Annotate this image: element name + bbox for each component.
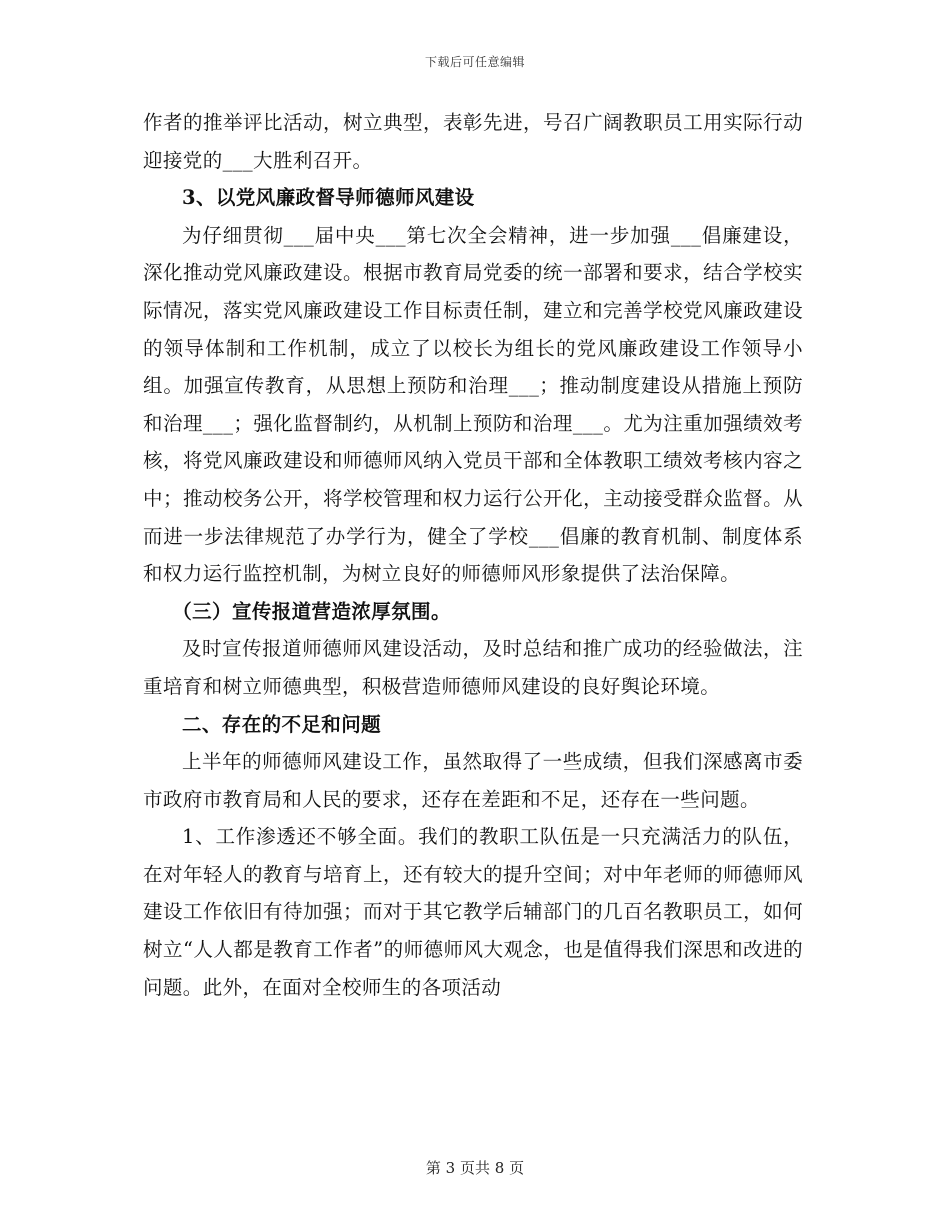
page-footer: 第 3 页共 8 页: [425, 1159, 525, 1177]
document-body: [143, 104, 803, 1006]
section-heading-problems: 二、存在的不足和问题: [182, 712, 382, 736]
section-heading-publicity: （三）宣传报道营造浓厚氛围。: [172, 599, 451, 623]
paragraph-continued: 作者的推举评比活动，树立典型，表彰先进，号召广阔教职员工用实际行动迎接党的___大胜利召开。: [143, 111, 803, 172]
section-heading-3: 3、以党风廉政督导师德师风建设: [182, 186, 475, 210]
paragraph-party-conduct: 为仔细贯彻___届中央___第七次全会精神，进一步加强___倡廉建设，深化推动党风廉政建设。根据市教育局党委的统一部署和要求，结合学校实际情况，落实党风廉政建设工作目标责任制，建立和完善学校党风廉政建设的领导体制和工作机制，成立了以校长为组长的党风廉政建设工作领导小组。加强宣传教育，从思想上预防和治理___；推动制度建设从措施上预防和治理___；强化监督制约，从机制上预防和治理___。尤为注重加强绩效考核，将党风廉政建设和师德师风纳入党员干部和全体教职工绩效考核内容之中；推动校务公开，将学校管理和权力运行公开化，主动接受群众监督。从而进一步法律规范了办学行为，健全了学校___倡廉的教育机制、制度体系和权力运行监控机制，为树立良好的师德师风形象提供了法治保障。: [143, 223, 803, 586]
page-header: 下载后可任意编辑: [424, 55, 525, 69]
paragraph-problems-intro: 上半年的师德师风建设工作，虽然取得了一些成绩，但我们深感离市委市政府市教育局和人民的要求，还存在差距和不足，还存在一些问题。: [143, 750, 803, 811]
paragraph-problem-1: 1、工作渗透还不够全面。我们的教职工队伍是一只充满活力的队伍，在对年轻人的教育与培育上，还有较大的提升空间；对中年老师的师德师风建设工作依旧有待加强；而对于其它教学后辅部门的几百名教职员工，如何树立“人人都是教育工作者”的师德师风大观念，也是值得我们深思和改进的问题。此外，在面对全校师生的各项活动: [143, 825, 803, 999]
paragraph-publicity: 及时宣传报道师德师风建设活动，及时总结和推广成功的经验做法，注重培育和树立师德典型，积极营造师德师风建设的良好舆论环境。: [143, 637, 803, 698]
